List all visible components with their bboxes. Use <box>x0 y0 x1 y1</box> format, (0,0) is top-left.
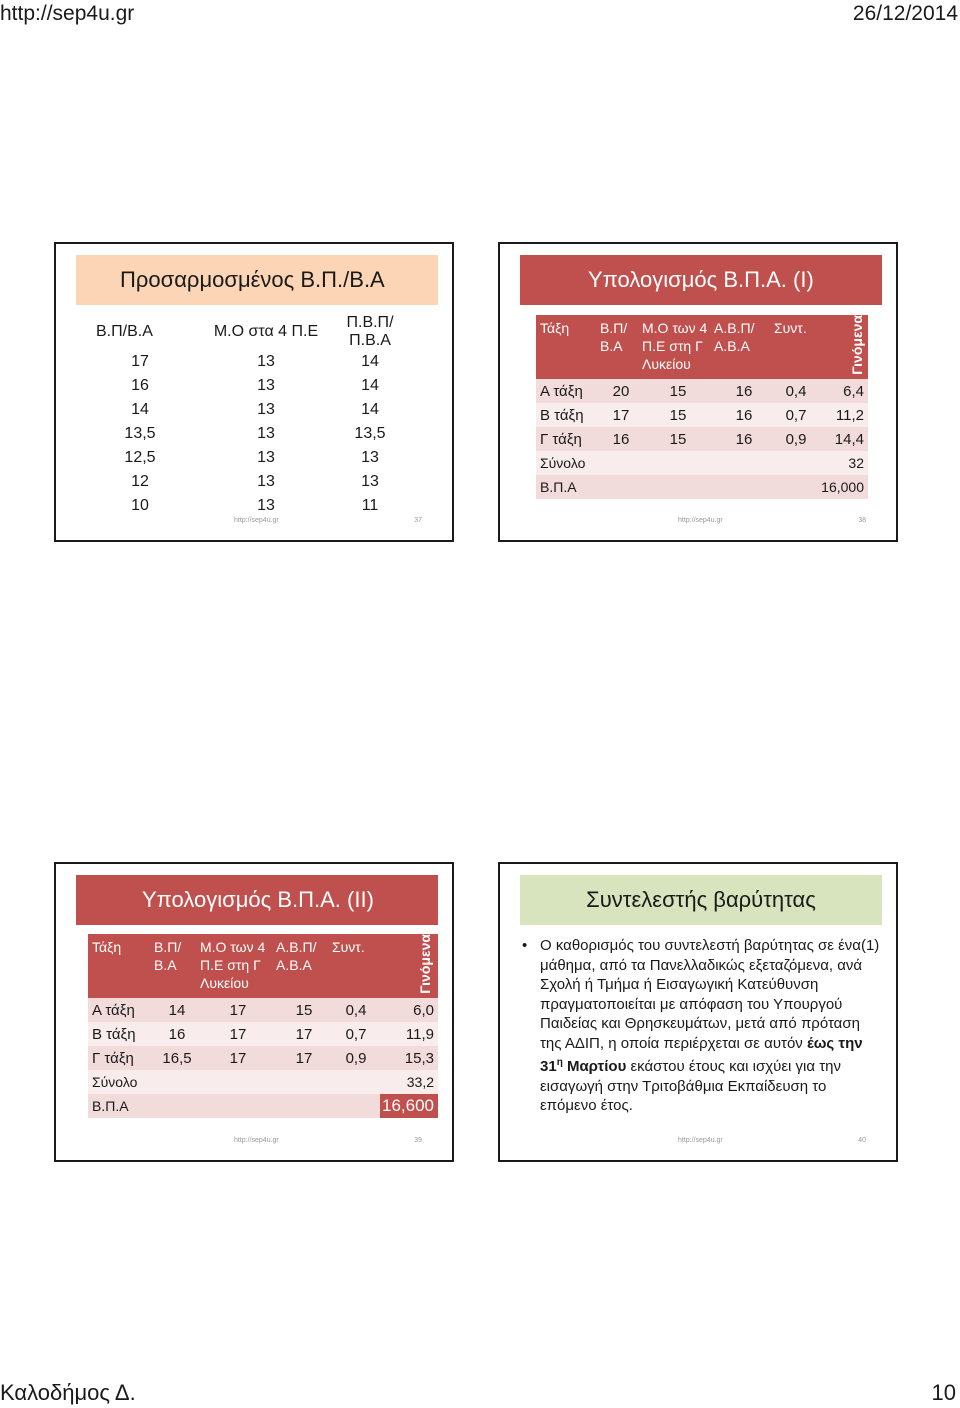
table-cell: 13 <box>257 353 275 370</box>
table-row <box>536 403 868 427</box>
table-row <box>536 379 868 403</box>
table-cell: 11,2 <box>818 403 868 427</box>
table-header: Συντ. <box>774 315 818 379</box>
bpa-value: 16,000 <box>818 475 868 499</box>
table-row <box>88 1094 438 1118</box>
table-cell: 17 <box>200 1046 276 1070</box>
table-cell: 0,7 <box>774 403 818 427</box>
sum-label: Σύνολο <box>88 1070 154 1094</box>
sum-label: Σύνολο <box>536 451 600 475</box>
table-header-row <box>536 315 868 379</box>
slide-title: Συντελεστής βαρύτητας <box>520 875 882 925</box>
table-row <box>88 1046 438 1070</box>
bpa-label: Β.Π.Α <box>88 1094 154 1118</box>
table-header: Α.Β.Π/ Α.Β.Α <box>276 934 332 998</box>
slide-title: Υπολογισμός Β.Π.Α. (Ι) <box>520 255 882 305</box>
table-cell: Γ τάξη <box>88 1046 154 1070</box>
slide-footer-url: http://sep4u.gr <box>678 517 723 524</box>
page-number: 10 <box>931 1380 956 1405</box>
table-cell: 17 <box>200 1022 276 1046</box>
table-header: Συντ. <box>332 934 380 998</box>
table-cell: 0,4 <box>774 379 818 403</box>
table-cell: 13 <box>361 473 379 490</box>
table-cell: 13 <box>257 425 275 442</box>
table-cell: 13 <box>257 497 275 514</box>
table-cell: 14 <box>154 998 200 1022</box>
slide-39 <box>54 862 454 1162</box>
grades-table <box>74 314 414 518</box>
table-header-row <box>74 314 414 350</box>
table-header: Μ.Ο στα 4 Π.Ε <box>213 323 319 340</box>
table-cell: 0,4 <box>332 998 380 1022</box>
slide-footer-url: http://sep4u.gr <box>234 517 279 524</box>
slide-37 <box>54 242 454 542</box>
table-cell: 15 <box>276 998 332 1022</box>
table-row <box>74 470 414 494</box>
table-cell: 14 <box>131 401 149 418</box>
table-cell: 16 <box>714 379 774 403</box>
table-cell: 15 <box>642 403 714 427</box>
sum-value: 32 <box>818 451 868 475</box>
table-header: Β.Π/ Β.Α <box>600 315 642 379</box>
vertical-header-label: Γινόμενα <box>849 315 865 375</box>
bpa-label: Β.Π.Α <box>536 475 600 499</box>
slide-number: 37 <box>414 517 422 524</box>
table-row <box>74 350 414 374</box>
page-header-left: http://sep4u.gr <box>0 2 135 25</box>
table-cell: 6,4 <box>818 379 868 403</box>
table-header: Β.Π/Β.Α <box>96 323 153 340</box>
table-header: Τάξη <box>536 315 600 379</box>
table-cell: Γ τάξη <box>536 427 600 451</box>
table-row <box>88 1022 438 1046</box>
table-header: Π.Β.Π/Π.Β.Α <box>346 314 394 349</box>
table-cell: 0,7 <box>332 1022 380 1046</box>
table-row <box>536 427 868 451</box>
sum-value: 33,2 <box>380 1070 438 1094</box>
slide-footer-url: http://sep4u.gr <box>678 1137 723 1144</box>
table-cell: Α τάξη <box>536 379 600 403</box>
table-row <box>74 398 414 422</box>
table-cell: Β τάξη <box>536 403 600 427</box>
table-cell: Β τάξη <box>88 1022 154 1046</box>
table-cell: 13 <box>257 473 275 490</box>
table-cell: Α τάξη <box>88 998 154 1022</box>
table-cell: 6,0 <box>380 998 438 1022</box>
table-cell: 11,9 <box>380 1022 438 1046</box>
table-header: Μ.Ο των 4 Π.Ε στη Γ Λυκείου <box>642 315 714 379</box>
slide-title: Υπολογισμός Β.Π.Α. (ΙΙ) <box>76 875 438 925</box>
table-cell: 16 <box>154 1022 200 1046</box>
table-row <box>536 451 868 475</box>
table-row <box>74 446 414 470</box>
calc-table-2 <box>88 934 438 1118</box>
table-cell: 16 <box>600 427 642 451</box>
table-cell: 17 <box>131 353 149 370</box>
table-header: Α.Β.Π/ Α.Β.Α <box>714 315 774 379</box>
table-row <box>536 475 868 499</box>
table-cell: 10 <box>131 497 149 514</box>
table-cell: 14,4 <box>818 427 868 451</box>
table-cell: 13,5 <box>124 425 156 442</box>
table-header: Μ.Ο των 4 Π.Ε στη Γ Λυκείου <box>200 934 276 998</box>
table-cell: 15 <box>642 427 714 451</box>
table-header <box>380 934 438 998</box>
page-header-right: 26/12/2014 <box>852 2 958 25</box>
bpa-value: 16,600 <box>380 1094 438 1118</box>
table-cell: 12 <box>131 473 149 490</box>
table-cell: 13 <box>257 449 275 466</box>
table-cell: 15 <box>642 379 714 403</box>
bullet-superscript: η <box>556 1057 563 1068</box>
table-row <box>88 998 438 1022</box>
table-cell: 17 <box>200 998 276 1022</box>
slide-title: Προσαρμοσμένος Β.Π./Β.Α <box>76 255 438 305</box>
bullet-text <box>540 936 885 1116</box>
table-cell: 12,5 <box>124 449 156 466</box>
slide-number: 39 <box>414 1137 422 1144</box>
table-cell: 16 <box>714 427 774 451</box>
table-cell: 14 <box>361 377 379 394</box>
table-row <box>74 494 414 518</box>
bullet-text-part: εκάστου έτους και ισχύει για την εισαγωγή στην Τριτοβάθμια Εκπαίδευση το επόμενο έτος. <box>540 1058 841 1114</box>
table-cell: 11 <box>361 497 379 514</box>
table-cell: 17 <box>276 1022 332 1046</box>
table-cell: 16,5 <box>154 1046 200 1070</box>
table-cell: 20 <box>600 379 642 403</box>
table-cell: 0,9 <box>332 1046 380 1070</box>
slide-footer-url: http://sep4u.gr <box>234 1137 279 1144</box>
bullet-marker: • <box>522 937 528 954</box>
bullet-bold-month: Μαρτίου <box>566 1058 627 1075</box>
calc-table-1 <box>536 315 868 499</box>
table-header: Τάξη <box>88 934 154 998</box>
table-cell: 16 <box>131 377 149 394</box>
table-header <box>818 315 868 379</box>
page-footer-left: Καλοδήμος Δ. <box>0 1380 136 1405</box>
table-cell: 14 <box>361 401 379 418</box>
table-cell: 15,3 <box>380 1046 438 1070</box>
table-cell: 17 <box>276 1046 332 1070</box>
table-cell: 13 <box>257 401 275 418</box>
table-cell: 16 <box>714 403 774 427</box>
bullet-text-part: Ο καθορισμός του συντελεστή βαρύτητας σε ένα(1) μάθημα, από τα Πανελλαδικώς εξεταζόμενα, ανά Σχολή ή Τμήμα ή Εισαγωγική Κατεύθυνση πραγματοποιείται με απόφαση του Υπουργού Παιδείας και Θρησκευμάτων, μετά από πρόταση της ΑΔΙΠ, η οποία περιέρχεται σε αυτόν <box>540 937 880 1052</box>
table-cell: 14 <box>361 353 379 370</box>
table-cell: 13 <box>361 449 379 466</box>
slide-40 <box>498 862 898 1162</box>
table-cell: 13,5 <box>354 425 386 442</box>
slide-number: 40 <box>858 1137 866 1144</box>
table-cell: 0,9 <box>774 427 818 451</box>
slide-number: 38 <box>858 517 866 524</box>
table-cell: 13 <box>257 377 275 394</box>
slide-38 <box>498 242 898 542</box>
table-row <box>74 422 414 446</box>
bullet-bold-date: έως την 31 <box>540 1034 863 1075</box>
table-header: Β.Π/ Β.Α <box>154 934 200 998</box>
table-row <box>88 1070 438 1094</box>
table-row <box>74 374 414 398</box>
table-header-row <box>88 934 438 998</box>
table-cell: 17 <box>600 403 642 427</box>
vertical-header-label: Γινόμενα <box>417 934 433 994</box>
